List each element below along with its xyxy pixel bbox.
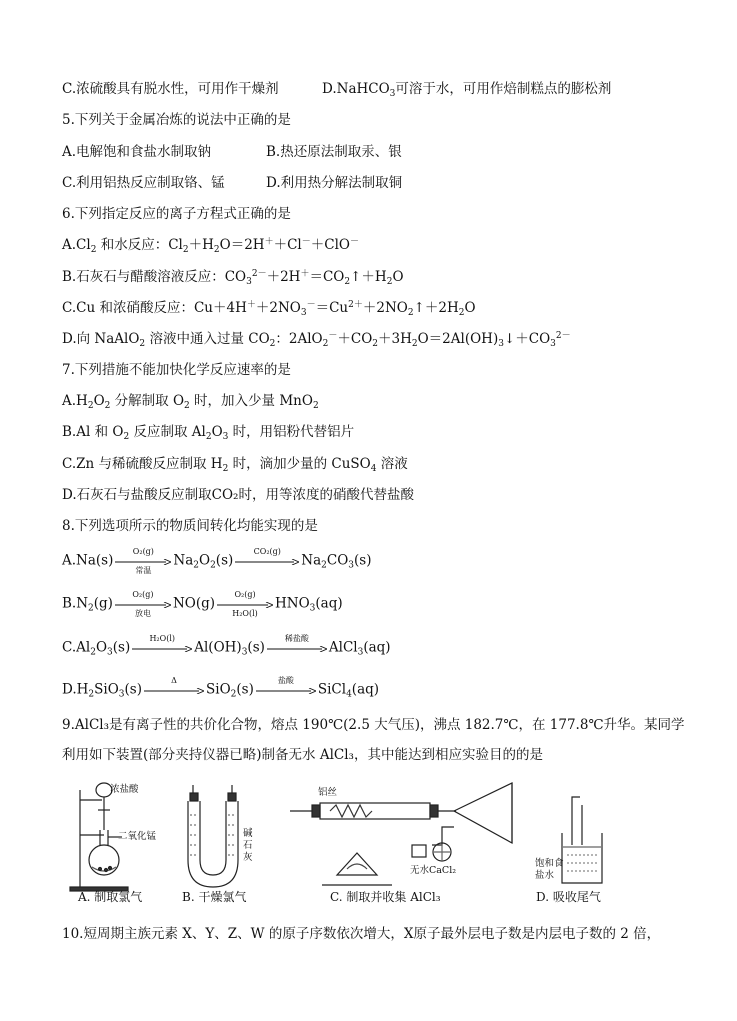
reaction-arrow: O₂(g) 放电 bbox=[115, 593, 171, 615]
caption-b: B. 干燥氯气 bbox=[182, 890, 247, 904]
reaction-arrow: O₂(g) 常温 bbox=[115, 550, 171, 572]
q8-option-d: $D.H_2SiO_3(s)$ Δ SiO$_2$(s) 盐酸 SiCl$_4$(aq) bbox=[62, 676, 380, 700]
label-saturated-brine: 饱和食盐水 bbox=[535, 858, 564, 881]
reaction-arrow: 稀盐酸 bbox=[267, 637, 327, 659]
reaction-arrow: CO₂(g) bbox=[235, 550, 299, 572]
label-soda-lime: 碱石灰 bbox=[243, 828, 253, 863]
label-aluminum-wire: 铝丝 bbox=[318, 787, 338, 798]
q4-option-c: C.浓硫酸具有脱水性，可用作干燥剂 bbox=[62, 81, 279, 97]
q8-stem: 8.下列选项所示的物质间转化均能实现的是 bbox=[62, 518, 318, 534]
apparatus-b bbox=[188, 785, 238, 887]
q6-option-b: B.石灰石与醋酸溶液反应：$CO_3^{2-}+2H^+=CO_2↑+H_2O$ bbox=[62, 269, 404, 287]
q7-option-a: $A.H_2O_2$ 分解制取 $O_2$ 时，加入少量 MnO$_2$ bbox=[62, 393, 319, 411]
label-anhydrous-cacl2: 无水CaCl₂ bbox=[410, 865, 457, 876]
label-mno2: 二氧化锰 bbox=[118, 831, 157, 842]
reaction-arrow: 盐酸 bbox=[256, 679, 316, 701]
q5-stem: 5.下列关于金属冶炼的说法中正确的是 bbox=[62, 112, 291, 128]
q7-option-c: C.Zn 与稀硫酸反应制取 $H_2$ 时，滴加少量的 CuSO$_4$ 溶液 bbox=[62, 456, 408, 474]
caption-d: D. 吸收尾气 bbox=[536, 890, 601, 904]
q7-stem: 7.下列措施不能加快化学反应速率的是 bbox=[62, 362, 291, 378]
q4-option-d: D.NaHCO$_3$可溶于水，可用作焙制糕点的膨松剂 bbox=[322, 81, 612, 99]
q9-stem-line1: 9.AlCl₃是有离子性的共价化合物，熔点 190℃(2.5 大气压)，沸点 182.7℃，在 177.8℃升华。某同学 bbox=[62, 717, 685, 733]
q8-option-c: $C.Al_2O_3(s)$ H₂O(l) $Al(OH)_3(s)$ 稀盐酸 AlCl$_3$(aq) bbox=[62, 634, 391, 658]
q5-option-a: A.电解饱和食盐水制取钠 bbox=[62, 144, 212, 160]
q10-stem: 10.短周期主族元素 X、Y、Z、W 的原子序数依次增大，X原子最外层电子数是内层电子数的 2 倍， bbox=[62, 926, 661, 942]
q8-option-a: A.Na(s) O₂(g) 常温 $Na_2O_2(s)$ CO₂(g) $Na_2CO_3(s)$ bbox=[62, 547, 372, 575]
q6-option-a: $A.Cl_2$ 和水反应：$Cl_2+H_2O=2H^++Cl^-+ClO^-$ bbox=[62, 237, 359, 255]
q8-option-b: $B.N_2(g)$ O₂(g) 放电 NO(g) O₂(g) H₂O(l) $HNO_3(aq)$ bbox=[62, 590, 343, 618]
q7-option-d: D.石灰石与盐酸反应制取CO₂时，用等浓度的硝酸代替盐酸 bbox=[62, 487, 414, 503]
q6-option-c: C.Cu 和浓硝酸反应：$Cu+4H^++2NO_3^-=Cu^{2+}+2NO_2↑+2H_2O$ bbox=[62, 300, 476, 318]
label-concentrated-hcl: 浓盐酸 bbox=[110, 784, 139, 795]
q7-option-b: B.Al 和 $O_2$ 反应制取 $Al_2O_3$ 时，用铝粉代替铝片 bbox=[62, 424, 355, 442]
q5-option-b: B.热还原法制取汞、银 bbox=[266, 144, 402, 160]
reaction-arrow: H₂O(l) bbox=[132, 637, 192, 659]
reaction-arrow: O₂(g) H₂O(l) bbox=[217, 593, 273, 615]
caption-a: A. 制取氯气 bbox=[78, 890, 143, 904]
q9-stem-line2: 利用如下装置(部分夹持仪器已略)制备无水 AlCl₃，其中能达到相应实验目的的是 bbox=[62, 747, 543, 763]
reaction-arrow: Δ bbox=[144, 679, 204, 701]
caption-c: C. 制取并收集 AlCl₃ bbox=[330, 890, 441, 904]
apparatus-c bbox=[290, 783, 512, 885]
q6-option-d: D.向 NaAlO$_2$ 溶液中通入过量 $CO_2$：$2AlO_2^-+CO_2+3H_2O=2Al(OH)_3↓+CO_3^{2-}$ bbox=[62, 331, 571, 349]
q5-option-d: D.利用热分解法制取铜 bbox=[266, 175, 403, 191]
q6-stem: 6.下列指定反应的离子方程式正确的是 bbox=[62, 206, 291, 222]
q5-option-c: C.利用铝热反应制取铬、锰 bbox=[62, 175, 225, 191]
apparatus-d bbox=[562, 797, 602, 883]
